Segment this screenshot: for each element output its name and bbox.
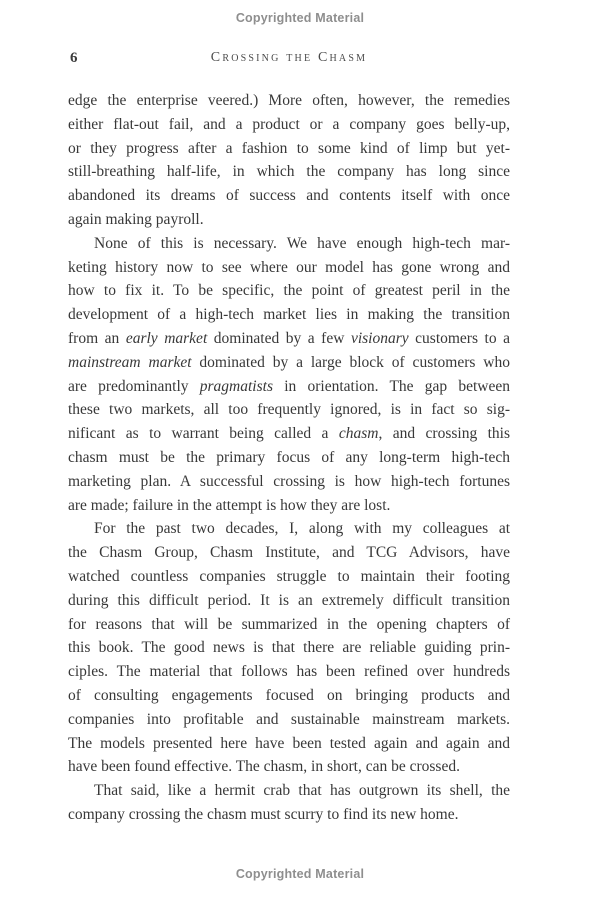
text-line: The models presented here have been tested again and again and (68, 734, 510, 752)
text-line: for reasons that will be summarized in the opening chapters of (68, 615, 510, 633)
text-line: this book. The good news is that there are reliable guiding prin- (68, 639, 510, 657)
text-line: have been found effective. The chasm, in short, can be crossed. (68, 758, 460, 776)
page-header (68, 50, 510, 68)
text-line: again making payroll. (68, 210, 204, 228)
text-line: development of a high-tech market lies in making the transition (68, 306, 510, 324)
text-line: of consulting engagements focused on bringing products and (68, 686, 510, 704)
text-line: nificant as to warrant being called a chasm, and crossing this (68, 425, 510, 443)
text-line: That said, like a hermit crab that has outgrown its shell, the (94, 782, 510, 800)
running-title: Crossing the Chasm (210, 50, 368, 65)
text-line: the Chasm Group, Chasm Institute, and TCG Advisors, have (68, 544, 510, 562)
text-line: companies into profitable and sustainable mainstream markets. (68, 710, 510, 728)
text-line: are made; failure in the attempt is how they are lost. (68, 496, 391, 514)
text-line: marketing plan. A successful crossing is how high-tech fortunes (68, 472, 510, 490)
text-line: or they progress after a fashion to some kind of limp but yet- (68, 139, 510, 157)
text-block (68, 89, 510, 827)
text-line: these two markets, all too frequently ignored, is in fact so sig- (68, 401, 510, 419)
text-line: abandoned its dreams of success and contents itself with once (68, 187, 510, 205)
text-line: are predominantly pragmatists in orientation. The gap between (68, 377, 510, 395)
text-line: ciples. The material that follows has been refined over hundreds (68, 663, 510, 681)
text-line: edge the enterprise veered.) More often, however, the remedies (68, 92, 510, 109)
text-line: For the past two decades, I, along with my colleagues at (94, 520, 510, 538)
text-line: chasm must be the primary focus of any long-term high-tech (68, 448, 510, 466)
copyright-notice-bottom: Copyrighted Material (235, 867, 365, 881)
text-line: either flat-out fail, and a product or a company goes belly-up, (68, 115, 510, 133)
text-line: watched countless companies struggle to maintain their footing (68, 567, 510, 585)
text-line: during this difficult period. It is an extremely difficult transition (68, 591, 510, 609)
text-line: how to fix it. To be specific, the point of greatest peril in the (68, 282, 510, 300)
text-line: still-breathing half-life, in which the company has long since (68, 163, 510, 181)
copyright-notice-top: Copyrighted Material (235, 11, 365, 25)
text-line: mainstream market dominated by a large block of customers who (68, 353, 510, 371)
text-line: keting history now to see where our model has gone wrong and (68, 258, 510, 276)
text-line: from an early market dominated by a few visionary customers to a (68, 329, 510, 347)
text-line: None of this is necessary. We have enough high-tech mar- (94, 234, 510, 252)
page-number: 6 (70, 50, 78, 66)
text-line: company crossing the chasm must scurry to find its new home. (68, 805, 459, 823)
